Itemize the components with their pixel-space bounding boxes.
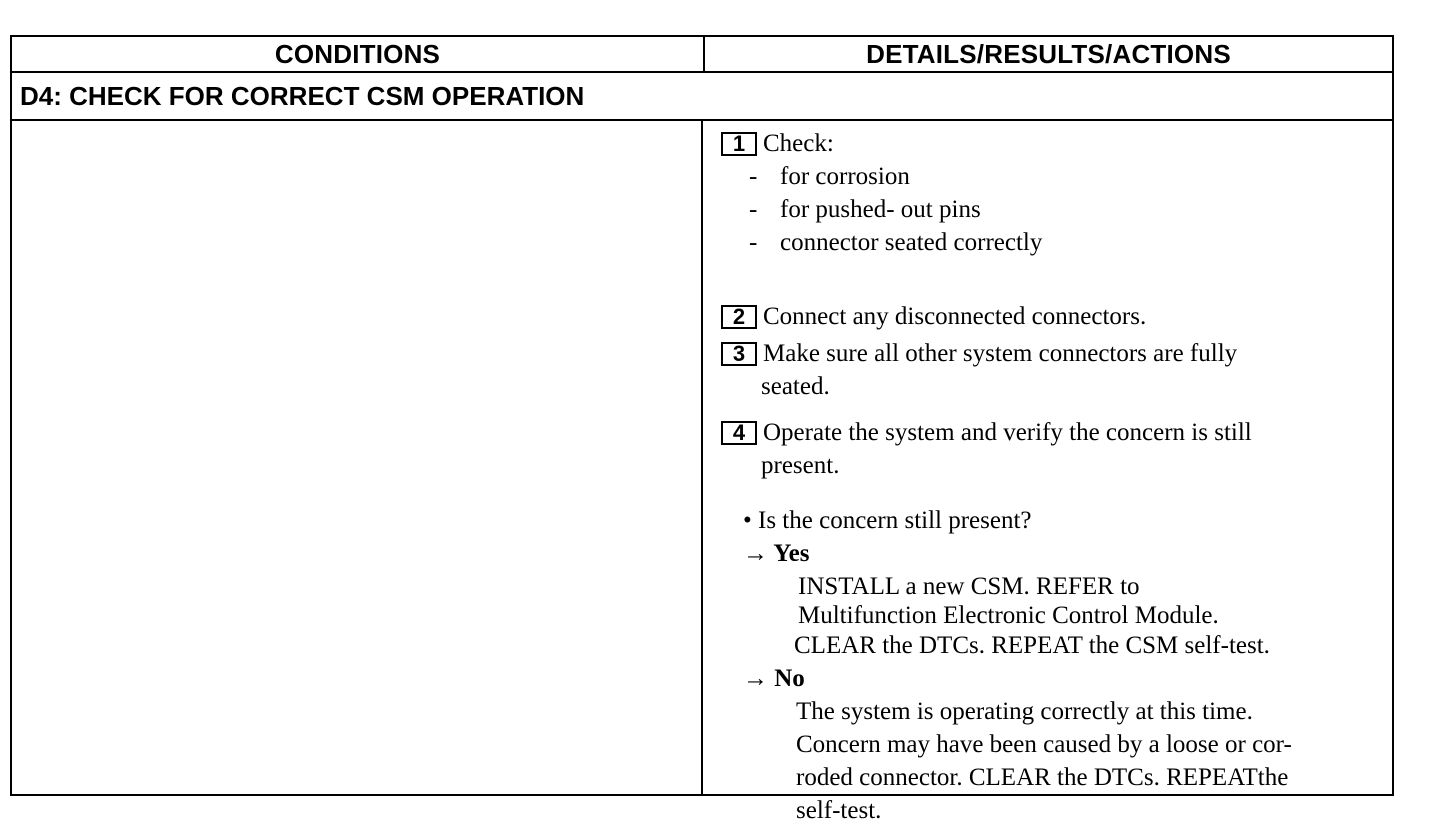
details-cell	[703, 121, 1392, 824]
step-4-line-2: present.	[761, 452, 840, 479]
no-line-2: Concern may have been caused by a loose or cor-	[796, 731, 1292, 758]
yes-line-3: CLEAR the DTCs. REPEAT the CSM self-test.	[794, 632, 1270, 659]
no-line-1: The system is operating correctly at this time.	[796, 698, 1253, 725]
yes-label: → Yes	[743, 540, 810, 567]
step-number-3: 3	[721, 342, 757, 366]
conditions-cell	[12, 121, 703, 794]
step-1-bullet-dash: -	[749, 196, 758, 223]
step-1-text: Check:	[763, 130, 834, 157]
step-1-bullet-dash: -	[749, 163, 758, 190]
step-2-text: Connect any disconnected connectors.	[763, 303, 1147, 330]
question-text: • Is the concern still present?	[743, 507, 1032, 534]
procedure-table	[10, 35, 1394, 824]
table-header-row	[12, 37, 1392, 73]
step-1-bullet-dash: -	[749, 229, 758, 256]
step-number-1: 1	[721, 132, 757, 156]
step-4-line-1: Operate the system and verify the concern is still	[763, 419, 1252, 446]
no-line-4: self-test.	[796, 797, 882, 824]
step-3-line-1: Make sure all other system connectors are fully	[763, 340, 1238, 367]
no-line-3: roded connector. CLEAR the DTCs. REPEATthe	[796, 764, 1289, 791]
step-1-bullet-3: connector seated correctly	[780, 229, 1043, 256]
conditions-header: CONDITIONS	[12, 37, 705, 71]
step-number-2: 2	[721, 305, 757, 329]
section-title: D4: CHECK FOR CORRECT CSM OPERATION	[12, 73, 1392, 121]
yes-line-2: Multifunction Electronic Control Module.	[798, 602, 1219, 629]
step-number-4: 4	[721, 421, 757, 445]
step-1-bullet-1: for corrosion	[780, 163, 910, 190]
step-3-line-2: seated.	[761, 373, 830, 400]
step-1-bullet-2: for pushed- out pins	[780, 196, 981, 223]
no-label: → No	[743, 665, 805, 692]
yes-line-1: INSTALL a new CSM. REFER to	[798, 573, 1140, 600]
details-header: DETAILS/RESULTS/ACTIONS	[866, 39, 1231, 69]
